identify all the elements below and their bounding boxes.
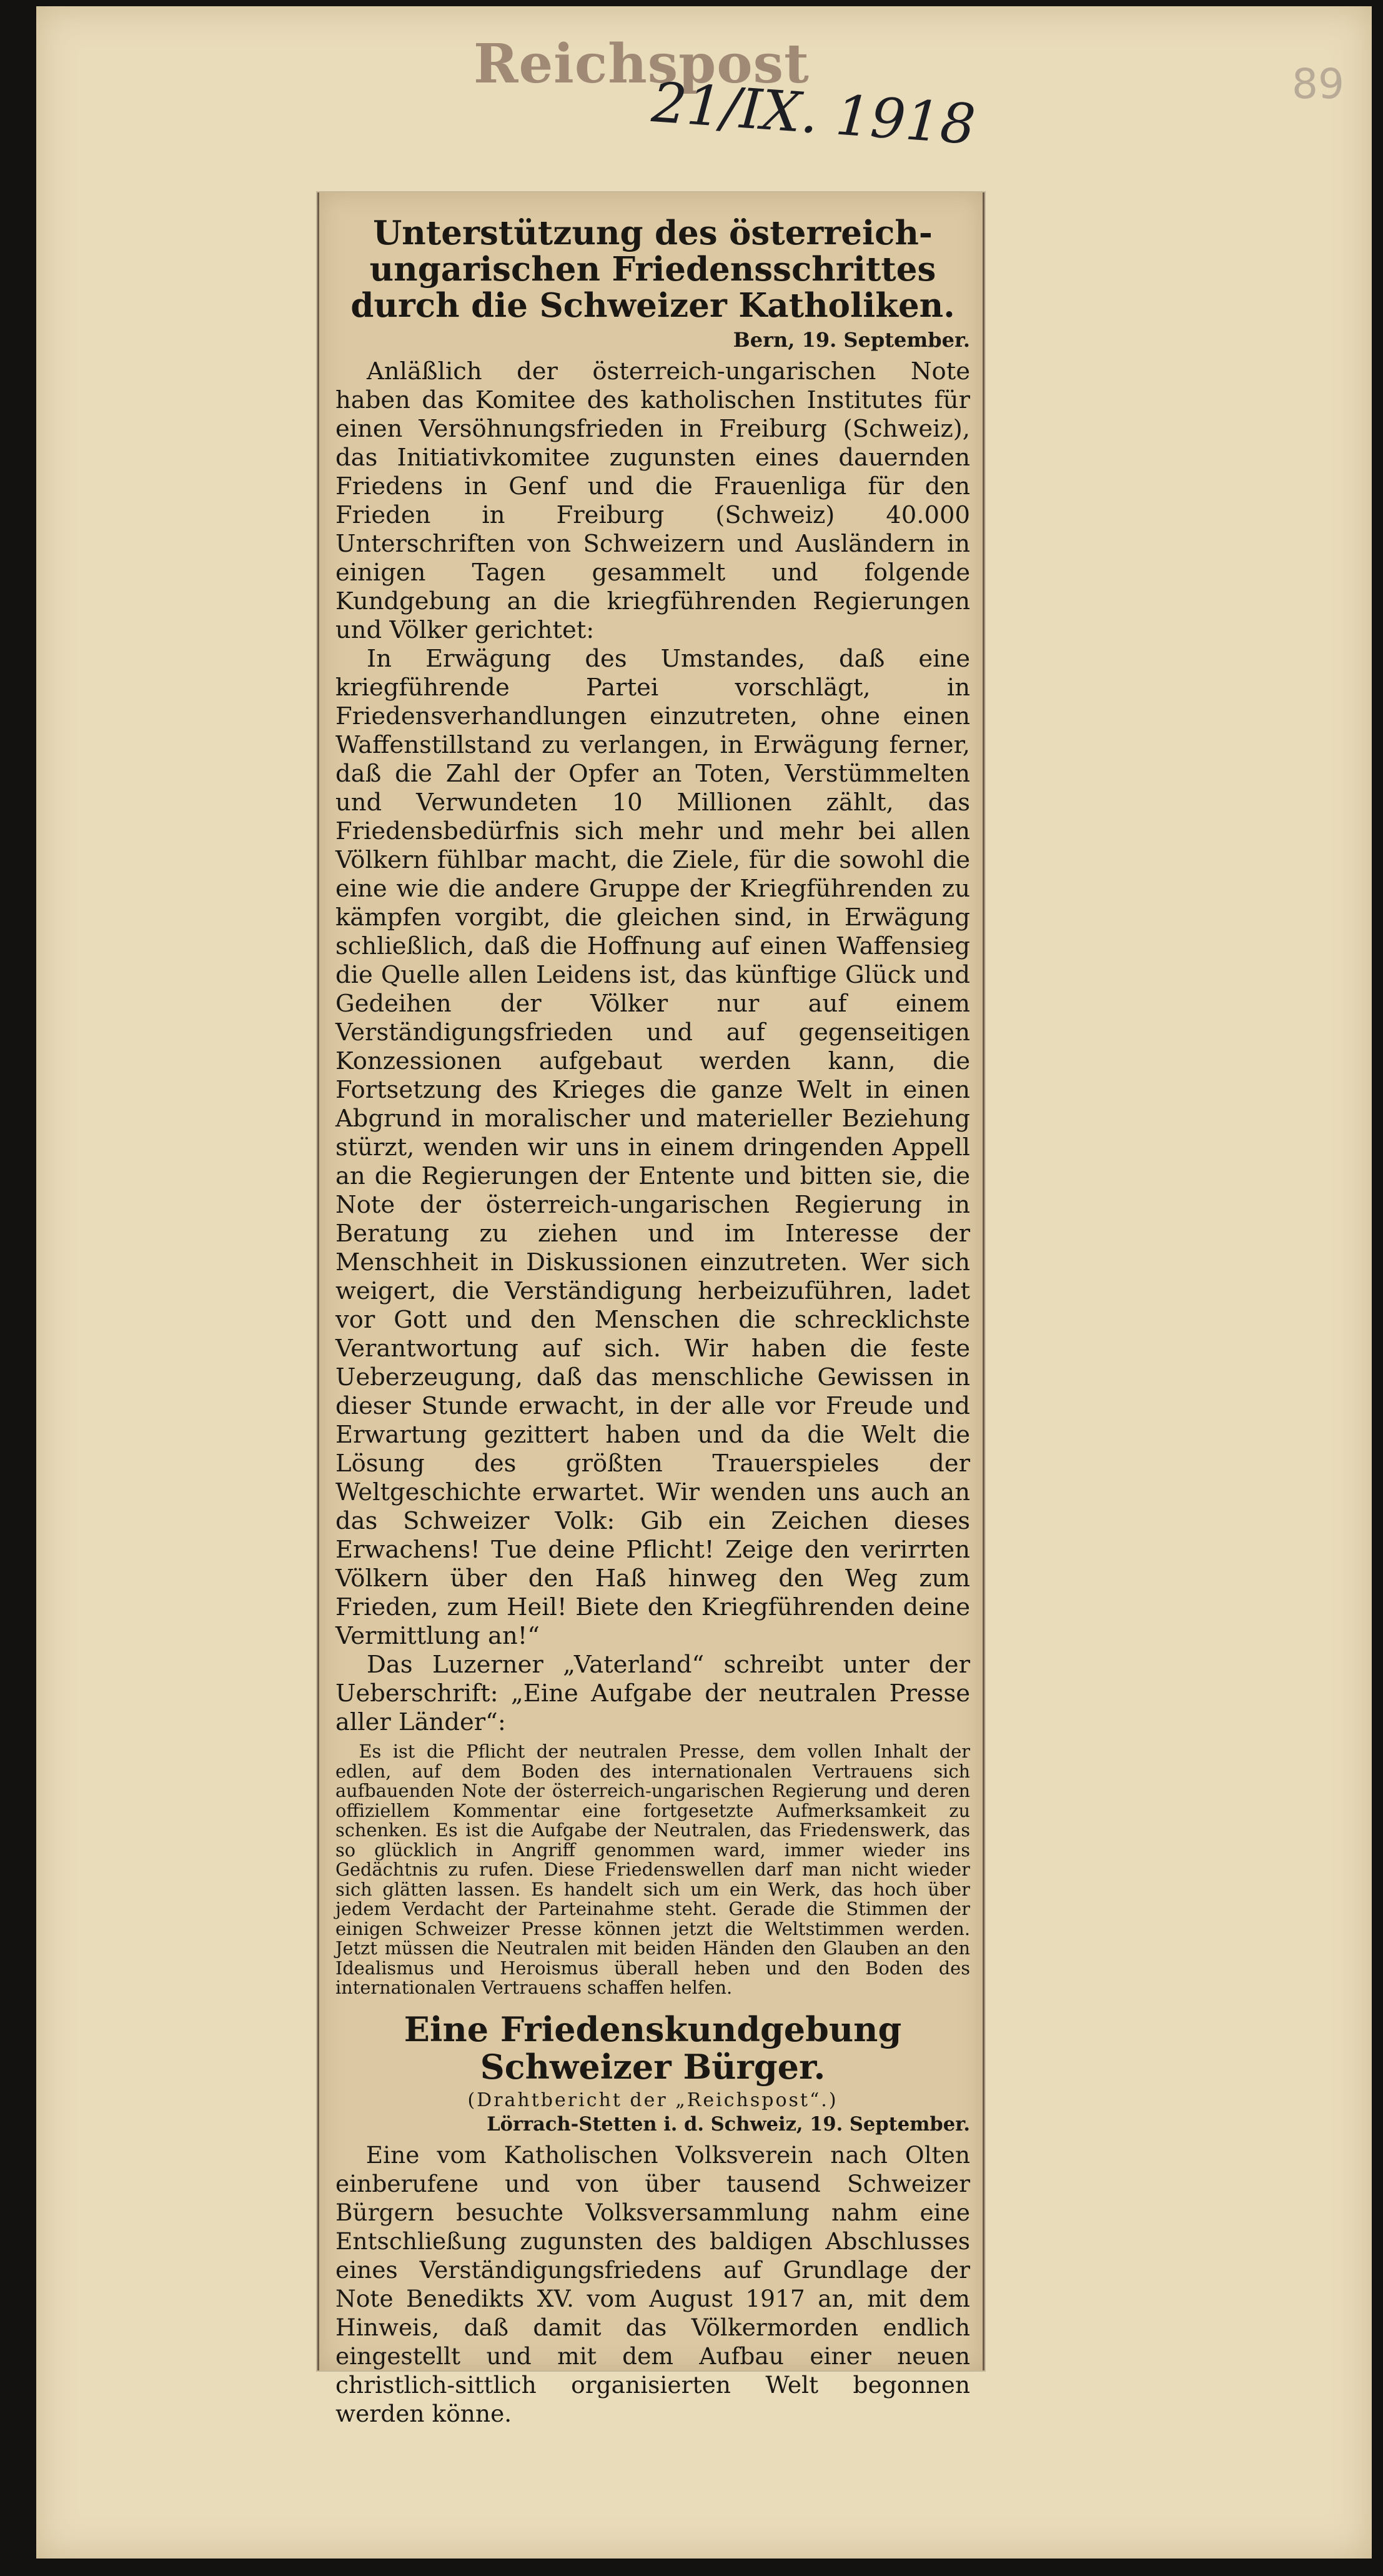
page-number: 89 bbox=[1292, 60, 1344, 108]
article1-paragraph: Das Luzerner „Vaterland“ schreibt unter der Ueberschrift: „Eine Aufgabe der neutralen Presse aller Länder“: bbox=[335, 1651, 970, 1736]
newspaper-stamp: Reichspost bbox=[473, 32, 810, 96]
article1-paragraph: Anläßlich der österreich-ungarischen Note haben das Komitee des katholischen Institutes für einen Versöhnungsfrieden in Freiburg (Schweiz), das Initiativkomitee zugunsten eines dauernden Friedens in Genf und die Frauenliga für den Frieden in Freiburg (Schweiz) 40.000 Unterschriften von Schweizern und Ausländern in einigen Tagen gesammelt und folgende Kundgebung an die kriegführenden Regierungen und Völker gerichtet: bbox=[335, 357, 970, 644]
article2-wire-credit: (Drahtbericht der „Reichspost“.) bbox=[467, 2089, 838, 2111]
article2-paragraph: Eine vom Katholischen Volksverein nach Olten einberufene und von über tausend Schweizer Bürgern besuchte Volksversammlung nahm eine Entschließung zugunsten des baldigen Abschlusses eines Verständigungsfriedens auf Grundlage der Note Benedikts XV. vom August 1917 an, mit dem Hinweis, daß damit das Völkermorden endlich eingestellt und mit dem Aufbau einer neuen christlich-sittlich organisierten Welt begonnen werden könne. bbox=[335, 2141, 970, 2427]
newspaper-clipping bbox=[317, 192, 984, 2427]
article2-headline: Eine Friedenskundgebung Schweizer Bürger. bbox=[404, 2009, 902, 2087]
article2-dateline: Lörrach-Stetten i. d. Schweiz, 19. September. bbox=[487, 2112, 970, 2136]
article1-paragraph: In Erwägung des Umstandes, daß eine kriegführende Partei vorschlägt, in Friedensverhandlungen einzutreten, ohne einen Waffenstillstand zu verlangen, in Erwägung ferner, daß die Zahl der Opfer an Toten, Verstümmelten und Verwundeten 10 Millionen zählt, das Friedensbedürfnis sich mehr und mehr bei allen Völkern fühlbar macht, die Ziele, für die sowohl die eine wie die andere Gruppe der Kriegführenden zu kämpfen vorgibt, die gleichen sind, in Erwägung schließlich, daß die Hoffnung auf einen Waffensieg die Quelle allen Leidens ist, das künftige Glück und Gedeihen der Völker nur auf einem Verständigungsfrieden und auf gegenseitigen Konzessionen aufgebaut werden kann, die Fortsetzung des Krieges die ganze Welt in einen Abgrund in moralischer und materieller Beziehung stürzt, wenden wir uns in einem dringenden Appell an die Regierungen der Entente und bitten sie, die Note der österreich-ungarischen Regierung in Beratung zu ziehen und im Interesse der Menschheit in Diskussionen einzutreten. Wer sich weigert, die Verständigung herbeizuführen, ladet vor Gott und den Menschen die schrecklichste Verantwortung auf sich. Wir haben die feste Ueberzeugung, daß das menschliche Gewissen in dieser Stunde erwacht, in der alle vor Freude und Erwartung gezittert haben und da die Welt die Lösung des größten Trauerspieles der Weltgeschichte erwartet. Wir wenden uns auch an das Schweizer Volk: Gib ein Zeichen dieses Erwachens! Tue deine Pflicht! Zeige den verirrten Völkern über den Haß hinweg den Weg zum Frieden, zum Heil! Biete den Kriegführenden deine Vermittlung an!“ bbox=[335, 645, 970, 1650]
article1-headline: Unterstützung des österreich-ungarischen Friedensschrittes durch die Schweizer Katholiken. bbox=[350, 214, 955, 325]
handwritten-date: 21/IX. 1918 bbox=[650, 70, 978, 157]
article1-dateline: Bern, 19. September. bbox=[733, 328, 970, 352]
article1-quote: Es ist die Pflicht der neutralen Presse, dem vollen Inhalt der edlen, auf dem Boden des internationalen Vertrauens sich aufbauenden Note der österreich-ungarischen Regierung und deren offiziellem Kommentar eine fortgesetzte Aufmerksamkeit zu schenken. Es ist die Aufgabe der Neutralen, das Friedenswerk, das so glücklich in Angriff genommen ward, immer wieder ins Gedächtnis zu rufen. Diese Friedenswellen darf man nicht wieder sich glätten lassen. Es handelt sich um ein Werk, das hoch über jedem Verdacht der Parteinahme steht. Gerade die Stimmen der einigen Schweizer Presse können jetzt die Weltstimmen werden. Jetzt müssen die Neutralen mit beiden Händen den Glauben an den Idealismus und Heroismus überall heben und den Boden des internationalen Vertrauens schaffen helfen. bbox=[335, 1741, 970, 1998]
